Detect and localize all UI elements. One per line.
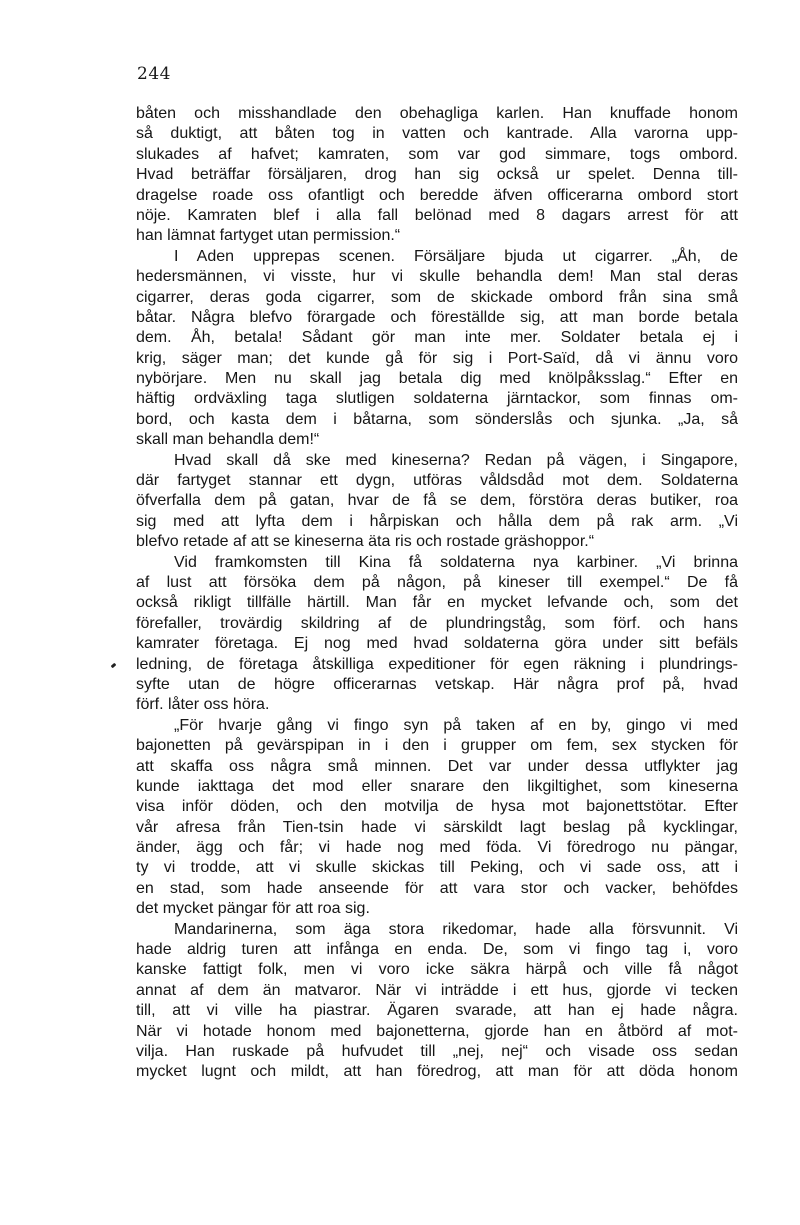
- text-line: af lust att försöka dem på någon, på kineser till exempel.“ De få: [136, 573, 738, 591]
- body-text: [136, 104, 738, 1083]
- text-line: kanske fattigt folk, men vi voro icke säkra härpå och ville få något: [136, 961, 738, 979]
- text-line: I Aden upprepas scenen. Försäljare bjuda ut cigarrer. „Åh, de: [174, 247, 738, 265]
- text-line: båten och misshandlade den obehagliga karlen. Han knuffade honom: [136, 105, 738, 122]
- text-line: Hvad beträffar försäljaren, drog han sig också ur spelet. Denna till-: [136, 166, 738, 184]
- text-line: kamrater företaga. Ej nog med hvad soldaterna göra under sitt befäls: [136, 635, 738, 653]
- text-line: häftig ordväxling taga slutligen soldaterna järntackor, som finnas om-: [136, 390, 738, 408]
- text-line: visa inför döden, och den motvilja de hysa mot bajonettstötar. Efter: [136, 798, 738, 816]
- text-line: När vi hotade honom med bajonetterna, gjorde han en åtbörd af mot-: [136, 1022, 738, 1040]
- text-line: hedersmännen, vi visste, hur vi skulle behandla dem! Man stal deras: [136, 268, 738, 286]
- text-line: skall man behandla dem!“: [136, 431, 320, 449]
- text-line: förf. låter oss höra.: [136, 696, 270, 714]
- text-line: en stad, som hade anseende för att vara stor och vacker, behöfdes: [136, 879, 738, 897]
- text-line: krig, säger man; det kunde gå för sig i Port-Saïd, då vi ännu voro: [136, 349, 738, 367]
- text-line: blefvo retade af att se kineserna äta ris och rostade gräshoppor.“: [136, 533, 595, 551]
- text-line: syfte utan de högre officerarnas vetskap. Här några prof på, hvad: [136, 675, 738, 693]
- text-line: cigarrer, deras goda cigarrer, som de skickade ombord från sina små: [136, 288, 738, 306]
- page-number: 244: [137, 64, 171, 84]
- text-line: nybörjare. Men nu skall jag betala dig med knölpåksslag.“ Efter en: [136, 370, 738, 388]
- text-line: ty vi trodde, att vi skulle skickas till Peking, och vi sade oss, att i: [136, 859, 738, 877]
- margin-ink-mark: [111, 663, 117, 669]
- text-line: det mycket pängar för att roa sig.: [136, 900, 370, 918]
- text-line: öfverfalla dem på gatan, hvar de få se dem, förstöra deras butiker, roa: [136, 492, 738, 510]
- text-line: så duktigt, att båten tog in vatten och kantrade. Alla varorna upp-: [136, 125, 738, 143]
- text-line: vilja. Han ruskade på hufvudet till „nej, nej“ och visade oss sedan: [136, 1042, 738, 1060]
- text-line: bajonetten på gevärspipan in i den i grupper om fem, sex stycken för: [136, 737, 738, 755]
- text-line: kunde iakttaga det mod eller snarare den likgiltighet, som kineserna: [136, 777, 738, 795]
- text-line: ledning, de företaga åtskilliga expeditioner för egen räkning i plundrings-: [136, 655, 738, 673]
- text-line: Mandarinerna, som äga stora rikedomar, hade alla försvunnit. Vi: [174, 920, 738, 938]
- text-line: att skaffa oss några små minnen. Det var under dessa utflykter jag: [136, 757, 738, 775]
- text-line: han lämnat fartyget utan permission.“: [136, 227, 401, 245]
- text-line: också rikligt tillfälle härtill. Man får en mycket lefvande och, som det: [136, 594, 738, 612]
- text-line: dem. Åh, betala! Sådant gör man inte mer. Soldater betala ej i: [136, 329, 738, 347]
- text-line: „För hvarje gång vi fingo syn på taken af en by, gingo vi med: [174, 716, 738, 734]
- text-line: båtar. Några blefvo förargade och föreställde sig, att man borde betala: [136, 308, 738, 326]
- text-line: änder, ägg och får; vi hade nog med föda. Vi föredrogo nu pängar,: [136, 839, 738, 857]
- text-line: sig med att lyfta dem i hårpiskan och hålla dem på rak arm. „Vi: [136, 512, 738, 530]
- text-line: mycket lugnt och mildt, att han föredrog, att man för att döda honom: [136, 1063, 738, 1081]
- text-line: hade aldrig turen att infånga en enda. De, som vi fingo tag i, voro: [136, 941, 738, 959]
- text-line: bord, och kasta dem i båtarna, som sönderslås och sjunka. „Ja, så: [136, 410, 738, 428]
- text-line: slukades af hafvet; kamraten, som var god simmare, togs ombord.: [136, 145, 738, 163]
- text-line: vår afresa från Tien-tsin hade vi särskildt lagt beslag på kycklingar,: [136, 818, 738, 836]
- text-line: förefaller, trovärdig skildring af de plundringståg, som förf. och hans: [136, 614, 738, 632]
- text-line: nöje. Kamraten blef i alla fall belönad med 8 dagars arrest för att: [136, 206, 738, 224]
- text-line: dragelse roade oss ofantligt och beredde äfven officerarna ombord stort: [136, 186, 738, 204]
- text-line: Hvad skall då ske med kineserna? Redan på vägen, i Singapore,: [174, 451, 738, 469]
- text-line: till, att vi ville ha piastrar. Ägaren svarade, att han ej hade några.: [136, 1002, 738, 1020]
- text-line: annat af dem än matvaror. När vi inträdde i ett hus, gjorde vi tecken: [136, 981, 738, 999]
- text-line: Vid framkomsten till Kina få soldaterna nya karbiner. „Vi brinna: [174, 553, 738, 571]
- text-line: där fartyget stannar ett dygn, utföras våldsdåd mot dem. Soldaterna: [136, 472, 738, 490]
